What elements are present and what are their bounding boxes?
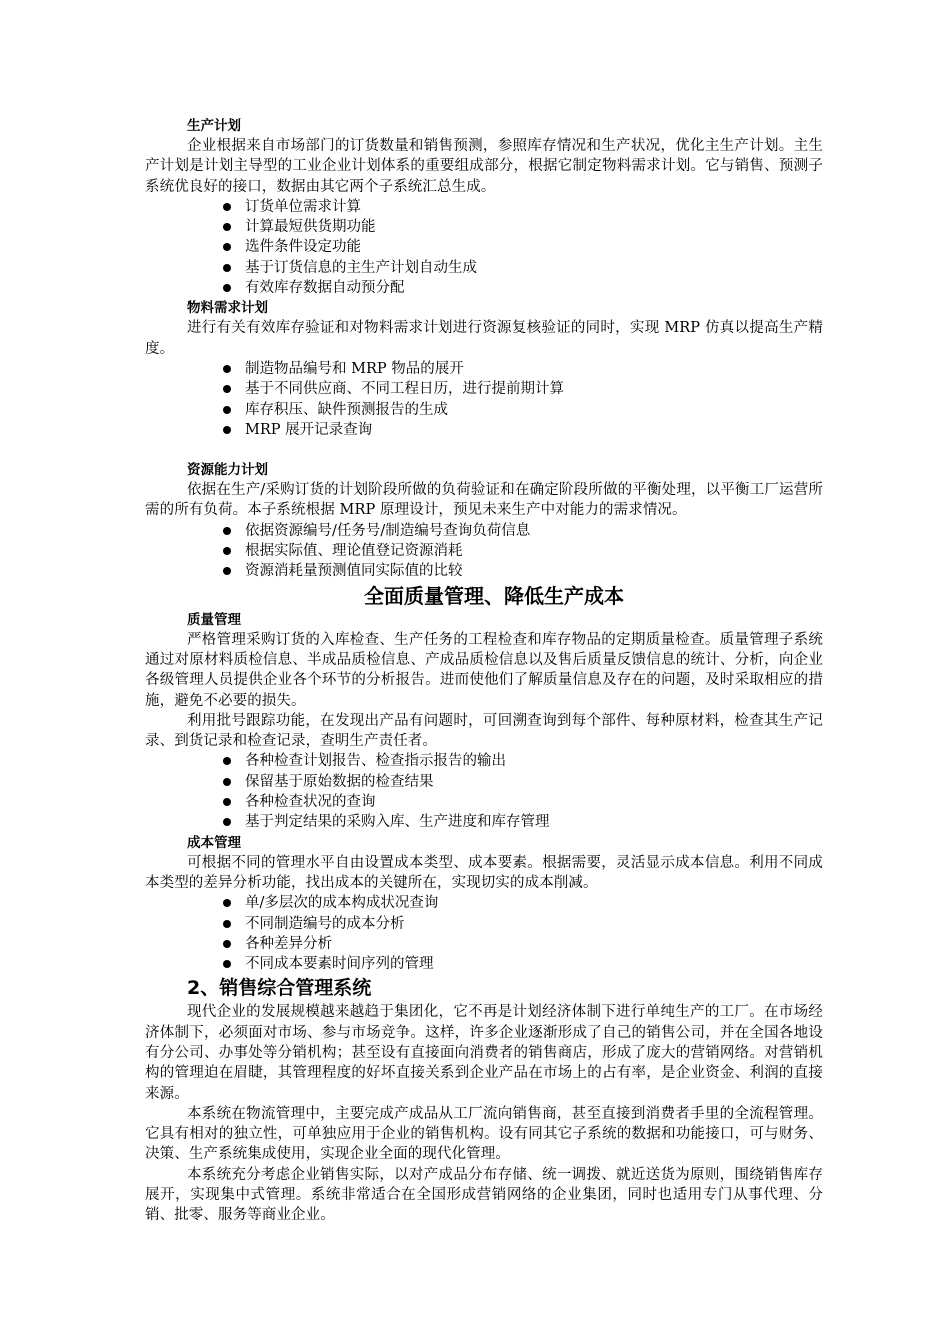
bullet-list-cost: [145, 893, 823, 974]
list-item: 不同成本要素时间序列的管理: [223, 954, 823, 974]
section-title-sales: 2、销售综合管理系统: [187, 977, 372, 1000]
heading-production-plan: 生产计划: [187, 118, 241, 134]
list-item: 各种差异分析: [223, 934, 823, 954]
list-item: 资源消耗量预测值同实际值的比较: [223, 561, 823, 581]
section-title-quality-cost: 全面质量管理、降低生产成本: [364, 583, 624, 608]
list-item: 不同制造编号的成本分析: [223, 914, 823, 934]
list-item: MRP 展开记录查询: [223, 420, 823, 440]
bullet-list-mrp: [145, 359, 823, 440]
list-item: 各种检查计划报告、检查指示报告的输出: [223, 751, 823, 771]
list-item: 库存积压、缺件预测报告的生成: [223, 400, 823, 420]
list-item: 基于判定结果的采购入库、生产进度和库存管理: [223, 812, 823, 832]
list-item: 基于订货信息的主生产计划自动生成: [223, 258, 823, 278]
list-item: 订货单位需求计算: [223, 197, 823, 217]
paragraph-quality-2: 利用批号跟踪功能，在发现出产品有问题时，可回溯查询到每个部件、每种原材料，检查其生产记录、到货记录和检查记录，查明生产责任者。: [145, 712, 823, 750]
paragraph-quality-1: 严格管理采购订货的入库检查、生产任务的工程检查和库存物品的定期质量检查。质量管理子系统通过对原材料质检信息、半成品质检信息、产成品质检信息以及售后质量反馈信息的统计、分析，向企业各级管理人员提供企业各个环节的分析报告。进而使他们了解质量信息及存在的问题，及时采取相应的措施，避免不必要的损失。: [145, 631, 823, 709]
paragraph-sales-3: 本系统充分考虑企业销售实际，以对产成品分布存储、统一调拨、就近送货为原则，围绕销售库存展开，实现集中式管理。系统非常适合在全国形成营销网络的企业集团，同时也适用专门从事代理、分销、批零、服务等商业企业。: [145, 1166, 823, 1224]
list-item: 选件条件设定功能: [223, 237, 823, 257]
paragraph-production-plan: 企业根据来自市场部门的订货数量和销售预测，参照库存情况和生产状况，优化主生产计划。主生产计划是计划主导型的工业企业计划体系的重要组成部分，根据它制定物料需求计划。它与销售、预测子系统优良好的接口，数据由其它两个子系统汇总生成。: [145, 138, 823, 195]
list-item: 各种检查状况的查询: [223, 792, 823, 812]
heading-mrp: 物料需求计划: [187, 300, 268, 317]
list-item: 计算最短供货期功能: [223, 217, 823, 237]
list-item: 有效库存数据自动预分配: [223, 278, 823, 298]
list-item: 保留基于原始数据的检查结果: [223, 772, 823, 792]
heading-quality: 质量管理: [187, 611, 241, 628]
document-page: [145, 116, 823, 1226]
list-item: 单/多层次的成本构成状况查询: [223, 893, 823, 913]
list-item: 制造物品编号和 MRP 物品的展开: [223, 359, 823, 379]
heading-cost: 成本管理: [187, 834, 241, 851]
bullet-list-quality: [145, 751, 823, 832]
paragraph-mrp: 进行有关有效库存验证和对物料需求计划进行资源复核验证的同时，实现 MRP 仿真以提高生产精度。: [145, 320, 823, 357]
paragraph-cost: 可根据不同的管理水平自由设置成本类型、成本要素。根据需要，灵活显示成本信息。利用不同成本类型的差异分析功能，找出成本的关键所在，实现切实的成本削减。: [145, 854, 823, 891]
list-item: 依据资源编号/任务号/制造编号查询负荷信息: [223, 521, 823, 541]
bullet-list-production-plan: [145, 197, 823, 298]
list-item: 根据实际值、理论值登记资源消耗: [223, 541, 823, 561]
paragraph-sales-2: 本系统在物流管理中，主要完成产成品从工厂流向销售商，甚至直接到消费者手里的全流程管理。它具有相对的独立性，可单独应用于企业的销售机构。设有同其它子系统的数据和功能接口，可与财务、决策、生产系统集成使用，实现企业全面的现代化管理。: [145, 1105, 823, 1163]
spacer: [145, 440, 823, 460]
list-item: 基于不同供应商、不同工程日历，进行提前期计算: [223, 379, 823, 399]
bullet-list-capacity: [145, 521, 823, 582]
heading-capacity: 资源能力计划: [187, 462, 268, 479]
paragraph-capacity: 依据在生产/采购订货的计划阶段所做的负荷验证和在确定阶段所做的平衡处理，以平衡工厂运营所需的所有负荷。本子系统根据 MRP 原理设计，预见未来生产中对能力的需求情况。: [145, 482, 823, 519]
paragraph-sales-1: 现代企业的发展规模越来越趋于集团化，它不再是计划经济体制下进行单纯生产的工厂。在市场经济体制下，必须面对市场、参与市场竞争。这样，许多企业逐渐形成了自己的销售公司，并在全国各地设有分公司、办事处等分销机构；甚至设有直接面向消费者的销售商店，形成了庞大的营销网络。对营销机构的管理迫在眉睫，其管理程度的好坏直接关系到企业产品在市场上的占有率，是企业资金、利润的直接来源。: [145, 1004, 823, 1102]
